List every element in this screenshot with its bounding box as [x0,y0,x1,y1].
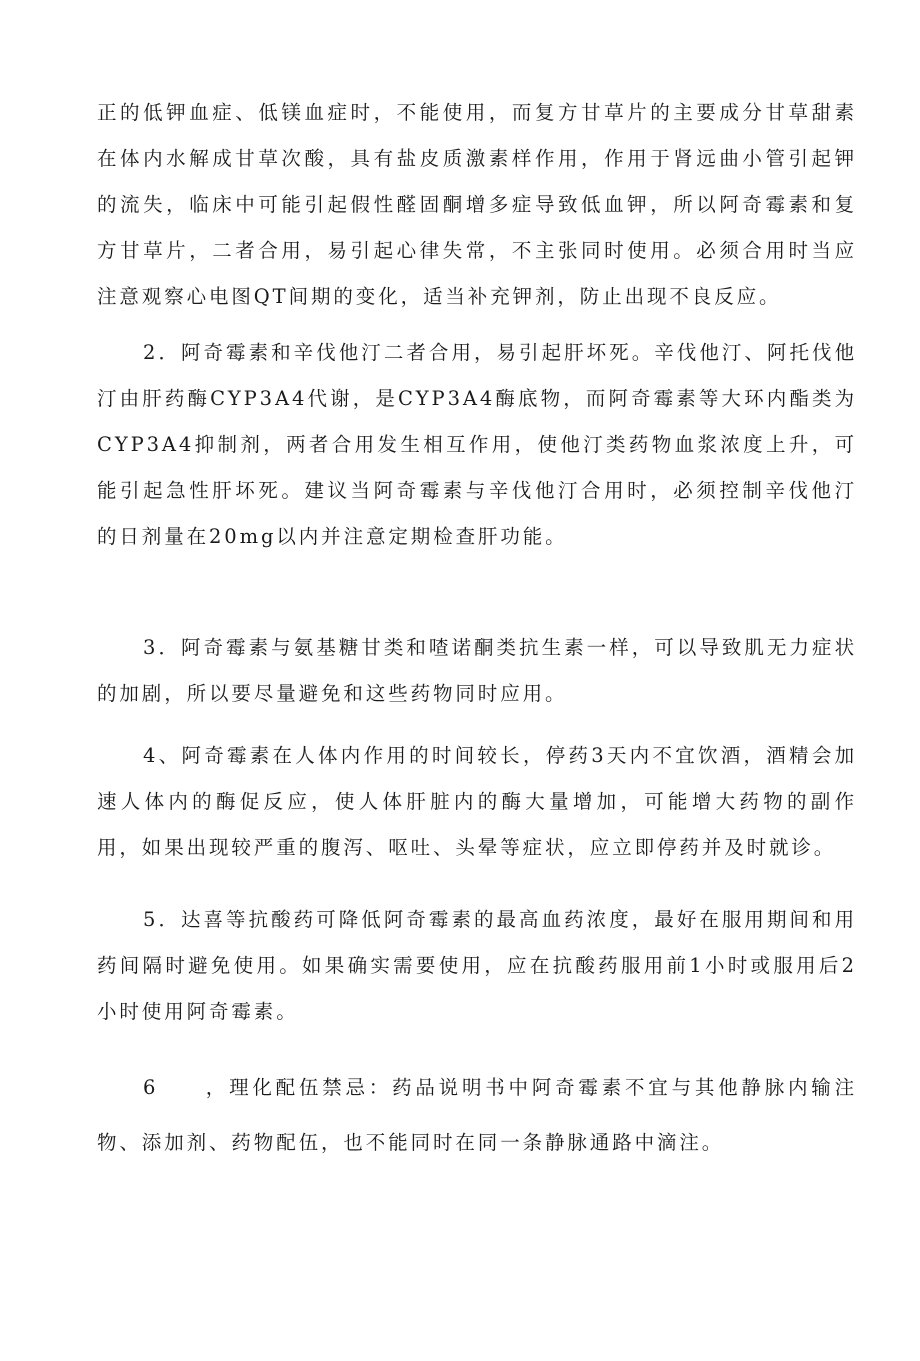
paragraph-item-5: 5．达喜等抗酸药可降低阿奇霉素的最高血药浓度，最好在服用期间和用药间隔时避免使用。如果确实需要使用，应在抗酸药服用前1小时或服用后2小时使用阿奇霉素。 [97,908,857,1023]
paragraph-item-2: 2．阿奇霉素和辛伐他汀二者合用，易引起肝坏死。辛伐他汀、阿托伐他汀由肝药酶CYP3A4代谢，是CYP3A4酶底物，而阿奇霉素等大环内酯类为CYP3A4抑制剂，两者合用发生相互作用，使他汀类药物血浆浓度上升，可能引起急性肝坏死。建议当阿奇霉素与辛伐他汀合用时，必须控制辛伐他汀的日剂量在20mg以内并注意定期检查肝功能。 [97,341,857,548]
paragraph-continuation: 正的低钾血症、低镁血症时，不能使用，而复方甘草片的主要成分甘草甜素在体内水解成甘草次酸，具有盐皮质激素样作用，作用于肾远曲小管引起钾的流失，临床中可能引起假性醛固酮增多症导致低血钾，所以阿奇霉素和复方甘草片，二者合用，易引起心律失常，不主张同时使用。必须合用时当应注意观察心电图QT间期的变化，适当补充钾剂，防止出现不良反应。 [97,101,857,308]
paragraph-item-4: 4、阿奇霉素在人体内作用的时间较长，停药3天内不宜饮酒，酒精会加速人体内的酶促反应，使人体肝脏内的酶大量增加，可能增大药物的副作用，如果出现较严重的腹泻、呕吐、头晕等症状，应立即停药并及时就诊。 [97,744,857,859]
paragraph-item-6: 6 ，理化配伍禁忌：药品说明书中阿奇霉素不宜与其他静脉内输注物、添加剂、药物配伍，也不能同时在同一条静脉通路中滴注。 [97,1076,857,1154]
paragraph-item-3: 3．阿奇霉素与氨基糖甘类和喳诺酮类抗生素一样，可以导致肌无力症状的加剧，所以要尽量避免和这些药物同时应用。 [97,636,857,705]
